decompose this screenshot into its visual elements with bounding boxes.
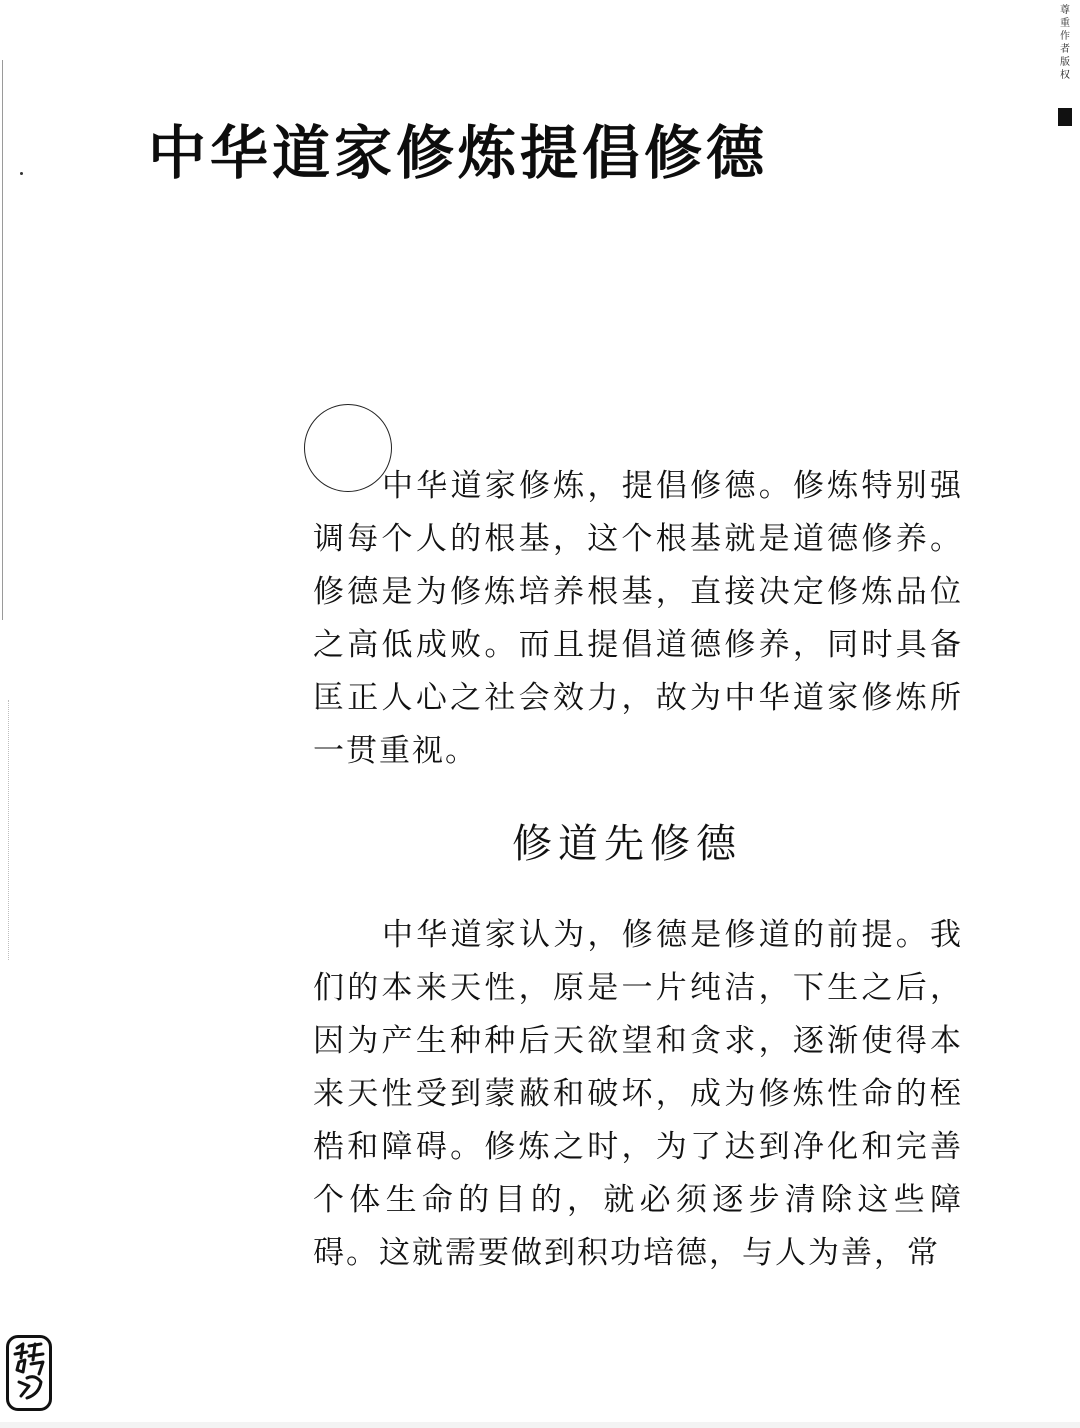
scan-edge-artifact (8, 700, 10, 960)
page-edge-rule (2, 60, 3, 620)
section-heading: 修道先修德 (512, 821, 742, 867)
seal-stamp-icon (6, 1335, 52, 1411)
scan-dot (20, 172, 23, 175)
intro-paragraph: 中华道家修炼，提倡修德。修炼特别强调每个人的根基，这个根基就是道德修养。修德是为修炼培养根基，直接决定修炼品位之高低成败。而且提倡道德修养，同时具备匡正人心之社会效力，故为中华道家修炼所一贯重视。 (313, 468, 963, 769)
copyright-side-note: 尊重作者版权 (1060, 5, 1070, 81)
page-title: 中华道家修炼提倡修德 (148, 119, 769, 187)
side-note-marker (1058, 108, 1072, 126)
seal-glyph (9, 1338, 49, 1408)
scan-bottom-edge (0, 1422, 1080, 1428)
section-paragraph: 中华道家认为，修德是修道的前提。我们的本来天性，原是一片纯洁，下生之后，因为产生种种后天欲望和贪求，逐渐使得本来天性受到蒙蔽和破坏，成为修炼性命的桎梏和障碍。修炼之时，为了达到净化和完善个体生命的目的，就必须逐步清除这些障碍。这就需要做到积功培德，与人为善，常 (313, 917, 963, 1271)
